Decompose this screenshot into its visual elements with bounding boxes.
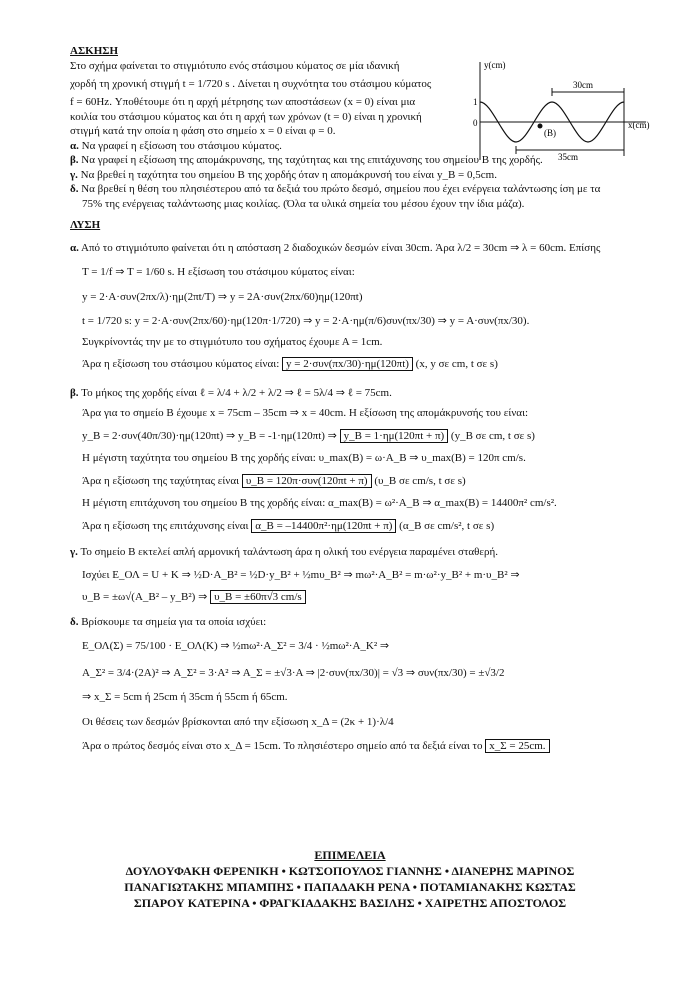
dim-30-label: 30cm <box>573 80 593 90</box>
solution-title: ΛΥΣΗ <box>70 219 101 231</box>
dim-35-label: 35cm <box>558 152 578 162</box>
part-c: γ. Το σημείο Β εκτελεί απλή αρμονική ταλάντωση άρα η ολική του ενέργεια παραμένει σταθερή. Ισχύει E_ΟΛ = U + K ⇒ ½D·A_B² = ½D·y_B² + ½mυ_B² ⇒ mω²·A_B² = m·ω²·y_B² + m·υ_B² ⇒ υ_B = ±ω√(A_B² – y_B²) ⇒ υ_B = ±60π√3 cm/s <box>70 546 520 603</box>
result-box-c: υ_B = ±60π√3 cm/s <box>210 590 306 604</box>
part-a: α. Από το στιγμιότυπο φαίνεται ότι η απόσταση 2 διαδοχικών δεσμών είναι 30cm. Άρα λ/2 = 30cm ⇒ λ = 60cm. Επίσης T = 1/f ⇒ T = 1/60 s. Η εξίσωση του στάσιμου κύματος είναι: y = 2·A·συν(2πx/λ)·ημ(2πt/T) ⇒ y = 2A·συν(2πx/60)ημ(120πt) t = 1/720 s: y = 2·A·συν(2πx/60)·ημ(120π·1/720) ⇒ y = 2·A·ημ(π/6)συν(πx/30) ⇒ y = A·συν(πx/30). Συγκρίνοντάς την με το στιγμιότυπο του σχήματος έχουμε Α = 1cm. Άρα η εξίσωση του στάσιμου κύματος είναι: y = 2·συν(πx/30)·ημ(120πt) (x, y σε cm, t σε s) <box>70 241 601 370</box>
y-axis-label: y(cm) <box>484 60 506 70</box>
question-a: α. Να γραφεί η εξίσωση του στάσιμου κύματος. <box>70 139 282 152</box>
footer-line: ΔΟΥΛΟΥΦΑΚΗ ΦΕΡΕΝΙΚΗ • ΚΩΤΣΟΠΟΥΛΟΣ ΓΙΑΝΝΗΣ • ΔΙΑΝΕΡΗΣ ΜΑΡΙΝΟΣ <box>125 864 575 878</box>
result-box-vb: υ_B = 120π·συν(120πt + π) <box>242 474 372 488</box>
point-b-marker <box>538 124 543 129</box>
footer-line: ΣΠΑΡΟΥ ΚΑΤΕΡΙΝΑ • ΦΡΑΓΚΙΑΔΑΚΗΣ ΒΑΣΙΛΗΣ • ΧΑΙΡΕΤΗΣ ΑΠΟΣΤΟΛΟΣ <box>133 896 567 910</box>
part-d: δ. Βρίσκουμε τα σημεία για τα οποία ισχύει: E_ΟΛ(Σ) = 75/100 · E_ΟΛ(Κ) ⇒ ½mω²·A_Σ² = 3/4 · ½mω²·A_K² ⇒ A_Σ² = 3/4·(2A)² ⇒ A_Σ² = 3·A² ⇒ A_Σ = ±√3·A ⇒ |2·συν(πx/30)| = √3 ⇒ συν(πx/30) = ±√3/2 ⇒ x_Σ = 5cm ή 25cm ή 35cm ή 55cm ή 65cm. Οι θέσεις των δεσμών βρίσκονται από την εξίσωση x_Δ = (2κ + 1)·λ/4 Άρα ο πρώτος δεσμός είναι στο x_Δ = 15cm. Το πλησιέστερο σημείο από τα δεξιά είναι το x_Σ = 25cm. <box>70 615 600 754</box>
footer-line: ΠΑΝΑΓΙΩΤΑΚΗΣ ΜΠΑΜΠΗΣ • ΠΑΠΑΔΑΚΗ ΡΕΝΑ • ΠΟΤΑΜΙΑΝΑΚΗΣ ΚΩΣΤΑΣ <box>124 880 576 894</box>
result-box-yb: y_B = 1·ημ(120πt + π) <box>340 429 449 443</box>
wave-snapshot-graph <box>470 56 660 164</box>
part-b: β. Το μήκος της χορδής είναι ℓ = λ/4 + λ/2 + λ/2 ⇒ ℓ = 5λ/4 ⇒ ℓ = 75cm. Άρα για το σημείο Β έχουμε x = 75cm – 35cm ⇒ x = 40cm. Η εξίσωση της απομάκρυνσής του είναι: y_B = 2·συν(40π/30)·ημ(120πt) ⇒ y_B = -1·ημ(120πt) ⇒ y_B = 1·ημ(120πt + π) (y_B σε cm, t σε s) Η μέγιστη ταχύτητα του σημείου Β της χορδής είναι: υ_max(B) = ω·A_B ⇒ υ_max(B) = 120π cm/s. Άρα η εξίσωση της ταχύτητας είναι υ_B = 120π·συν(120πt + π) (υ_B σε cm/s, t σε s) Η μέγιστη επιτάχυνση του σημείου Β της χορδής είναι: α_max(B) = ω²·A_B ⇒ α_max(B) = 14400π² cm/s². Άρα η εξίσωση της επιτάχυνσης είναι α_B = –14400π²·ημ(120πt + π) (α_B σε cm/s², t σε s) <box>70 386 557 532</box>
tick-one: 1 <box>473 97 478 107</box>
result-box-ab: α_B = –14400π²·ημ(120πt + π) <box>251 519 396 533</box>
exercise-title: ΑΣΚΗΣΗ <box>70 45 118 57</box>
solution-block <box>70 218 600 754</box>
question-d: δ. Να βρεθεί η θέση του πλησιέστερου από τα δεξιά του πρώτο δεσμό, σημείου που έχει ενέργεια ταλάντωσης ίση με τα <box>70 183 601 195</box>
origin-label: 0 <box>473 118 478 128</box>
x-axis-label: x(cm) <box>628 120 650 130</box>
exercise-line: χορδή τη χρονική στιγμή t = 1/720 s . Δίνεται η συχνότητα του στάσιμου κύματος <box>70 78 432 90</box>
result-box-d: x_Σ = 25cm. <box>485 739 549 753</box>
exercise-line: f = 60Hz. Υποθέτουμε ότι η αρχή μέτρησης των αποστάσεων (x = 0) είναι μια <box>70 96 416 108</box>
footer-title: ΕΠΙΜΕΛΕΙΑ <box>314 848 386 862</box>
exercise-line: κοιλία του στάσιμου κύματος και ότι η αρχή των χρόνων (t = 0) είναι η χρονική <box>70 110 422 123</box>
question-c: γ. Να βρεθεί η ταχύτητα του σημείου Β της χορδής όταν η απομάκρυνσή του είναι y_B = 0,5cm. <box>70 168 497 181</box>
question-b: β. Να γραφεί η εξίσωση της απομάκρυνσης, της ταχύτητας και της επιτάχυνσης του σημείου Β της χορδής. <box>70 154 543 166</box>
result-box-a: y = 2·συν(πx/30)·ημ(120πt) <box>282 357 413 371</box>
exercise-line: Στο σχήμα φαίνεται το στιγμιότυπο ενός στάσιμου κύματος σε μία ιδανική <box>70 59 400 72</box>
question-d-cont: 75% της ενέργειας ταλάντωσης μιας κοιλίας. (Όλα τα υλικά σημεία του μέσου έχουν την ίδια μάζα). <box>82 197 525 210</box>
point-b-label: (B) <box>544 128 556 138</box>
exercise-line: στιγμή κατά την οποία η φάση στο σημείο x = 0 είναι φ = 0. <box>70 125 336 137</box>
